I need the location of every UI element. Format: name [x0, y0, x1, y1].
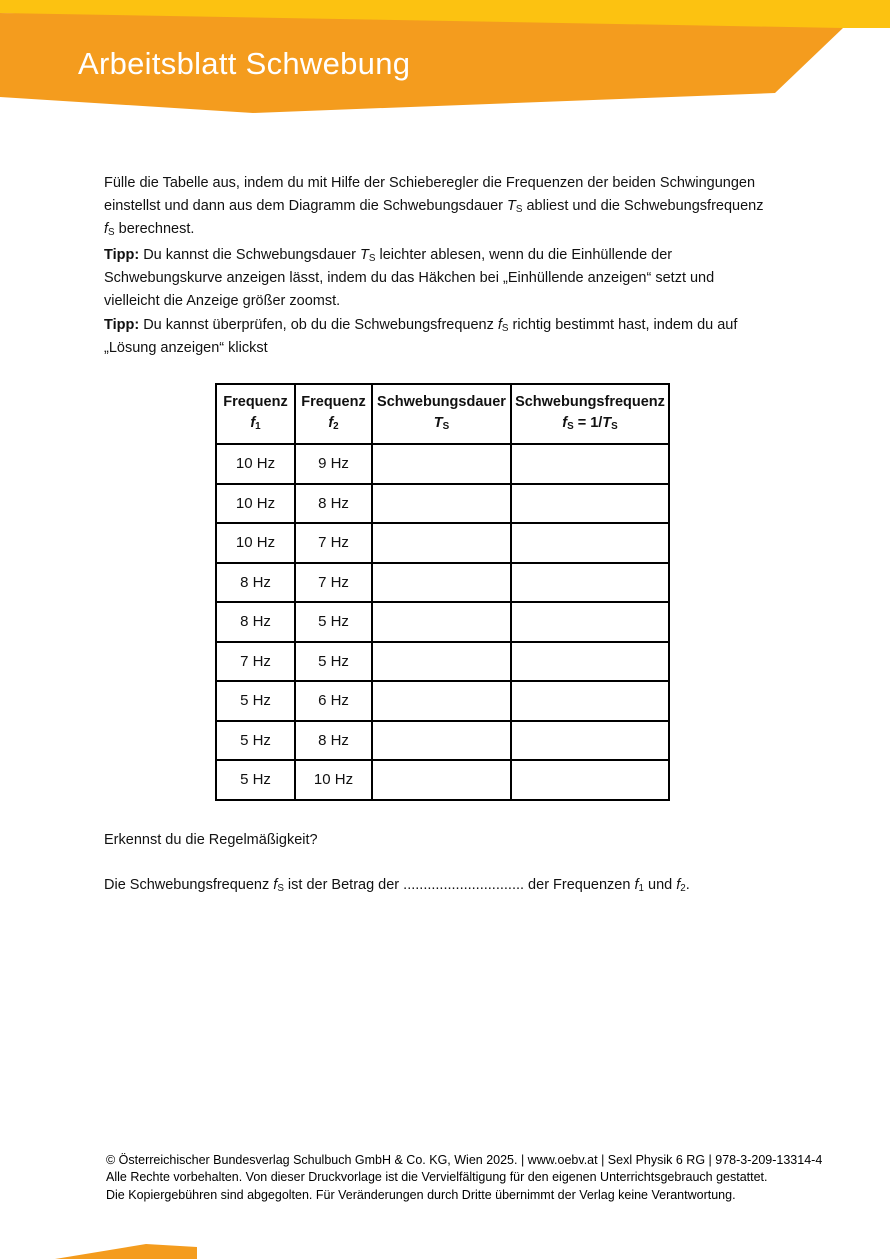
empty-answer-cell — [511, 721, 669, 761]
empty-answer-cell — [372, 760, 511, 800]
text-line: Schwebungskurve anzeigen lässt, indem du das Häkchen bei „Einhüllende anzeigen“ setzt und — [104, 270, 715, 286]
tip-1-paragraph — [104, 244, 804, 313]
text-line: Alle Rechte vorbehalten. Von dieser Druckvorlage ist die Vervielfältigung für den eigenen Unterrichtsgebrauch gestattet. — [106, 1170, 768, 1185]
frequency-cell: 5 Hz — [216, 681, 295, 721]
empty-answer-cell — [511, 681, 669, 721]
empty-answer-cell — [372, 444, 511, 484]
empty-answer-cell — [511, 484, 669, 524]
text-line: Die Schwebungsfrequenz fS ist der Betrag der .............................. der Frequenzen f1 und f2. — [104, 877, 690, 894]
empty-answer-cell — [511, 444, 669, 484]
table-row — [216, 760, 669, 800]
text-line: einstellst und dann aus dem Diagramm die Schwebungsdauer TS abliest und die Schwebungsfrequenz — [104, 198, 764, 215]
empty-answer-cell — [511, 760, 669, 800]
frequency-cell: 7 Hz — [295, 563, 372, 603]
frequency-cell: 8 Hz — [295, 721, 372, 761]
frequency-cell: 7 Hz — [216, 642, 295, 682]
frequency-cell: 7 Hz — [295, 523, 372, 563]
frequency-table — [215, 383, 670, 801]
text-line: vielleicht die Anzeige größer zoomst. — [104, 293, 341, 309]
column-header: Schwebungsfrequenz fS = 1/TS — [511, 384, 669, 444]
text-line: Fülle die Tabelle aus, indem du mit Hilfe der Schieberegler die Frequenzen der beiden Schwingungen — [104, 175, 756, 191]
column-header: Schwebungsdauer TS — [372, 384, 511, 444]
frequency-cell: 5 Hz — [216, 760, 295, 800]
table-row — [216, 602, 669, 642]
table-row — [216, 523, 669, 563]
frequency-cell: 10 Hz — [216, 484, 295, 524]
empty-answer-cell — [372, 602, 511, 642]
text-line: © Österreichischer Bundesverlag Schulbuch GmbH & Co. KG, Wien 2025. | www.oebv.at | Sexl Physik 6 RG | 978-3-209-13314-4 — [106, 1153, 823, 1167]
next-page-banner-corner — [0, 1242, 198, 1259]
page-title: Arbeitsblatt Schwebung — [78, 46, 411, 81]
text-line: Die Kopiergebühren sind abgegolten. Für Veränderungen durch Dritte übernimmt der Verlag keine Verantwortung. — [106, 1187, 736, 1202]
table-row — [216, 642, 669, 682]
frequency-cell: 5 Hz — [216, 721, 295, 761]
intro-paragraph — [104, 172, 804, 241]
column-header: Frequenz f1 — [216, 384, 295, 444]
table-body — [216, 444, 669, 800]
frequency-cell: 8 Hz — [216, 602, 295, 642]
table-row — [216, 484, 669, 524]
frequency-cell: 10 Hz — [295, 760, 372, 800]
fill-in-sentence — [104, 874, 804, 897]
column-header: Frequenz f2 — [295, 384, 372, 444]
tip-2-paragraph — [104, 314, 804, 360]
frequency-cell: 8 Hz — [295, 484, 372, 524]
empty-answer-cell — [511, 642, 669, 682]
table-header-row — [216, 384, 669, 444]
frequency-cell: 9 Hz — [295, 444, 372, 484]
empty-answer-cell — [372, 681, 511, 721]
text-line: „Lösung anzeigen“ klickst — [104, 340, 268, 356]
table-row — [216, 563, 669, 603]
frequency-cell: 5 Hz — [295, 602, 372, 642]
empty-answer-cell — [372, 523, 511, 563]
frequency-cell: 10 Hz — [216, 523, 295, 563]
table-row — [216, 721, 669, 761]
frequency-cell: 10 Hz — [216, 444, 295, 484]
text-line: Tipp: Du kannst überprüfen, ob du die Schwebungsfrequenz fS richtig bestimmt hast, indem du auf — [104, 317, 738, 334]
empty-answer-cell — [511, 523, 669, 563]
empty-answer-cell — [372, 563, 511, 603]
table-row — [216, 444, 669, 484]
text-line: Tipp: Du kannst die Schwebungsdauer TS leichter ablesen, wenn du die Einhüllende der — [104, 247, 673, 264]
footer-copyright — [106, 1152, 826, 1204]
empty-answer-cell — [511, 563, 669, 603]
frequency-cell: 8 Hz — [216, 563, 295, 603]
table-row — [216, 681, 669, 721]
empty-answer-cell — [511, 602, 669, 642]
question-line: Erkennst du die Regelmäßigkeit? — [104, 832, 318, 848]
empty-answer-cell — [372, 642, 511, 682]
frequency-cell: 6 Hz — [295, 681, 372, 721]
frequency-cell: 5 Hz — [295, 642, 372, 682]
question-text — [104, 829, 804, 852]
text-line: fS berechnest. — [104, 221, 195, 238]
empty-answer-cell — [372, 721, 511, 761]
empty-answer-cell — [372, 484, 511, 524]
